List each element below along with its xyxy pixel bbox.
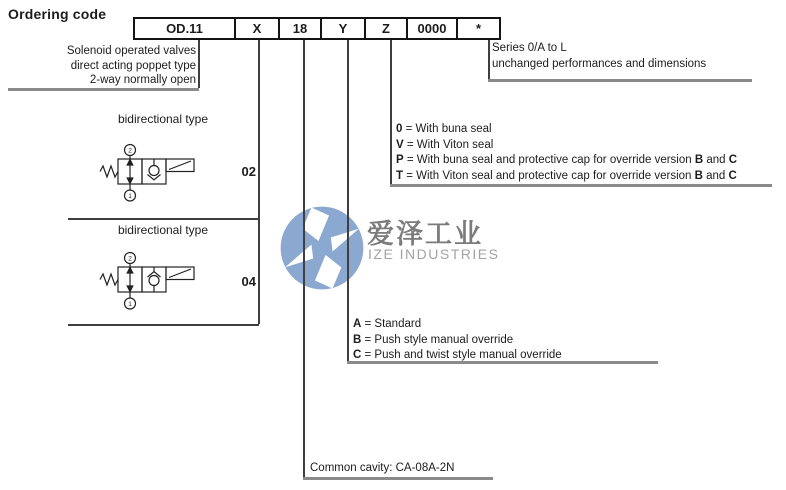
- page-title: Ordering code: [8, 6, 107, 22]
- series-note-line: Series 0/A to L: [492, 42, 567, 54]
- check-valve-ball: [149, 276, 159, 286]
- override-option-line: C = Push and twist style manual override: [353, 349, 562, 362]
- port-2-number: 2: [128, 147, 132, 155]
- connector-override: [347, 40, 349, 361]
- cavity-note: Common cavity: CA-08A-2N: [310, 462, 455, 474]
- override-option-line: A = Standard: [353, 318, 422, 330]
- seal-option-line: V = With Viton seal: [396, 138, 494, 151]
- valve-section-label: bidirectional type: [117, 223, 209, 237]
- ize-logo-icon: [278, 204, 366, 292]
- underline-series: [488, 79, 752, 82]
- seal-option-line: P = With buna seal and protective cap for override version B and C: [396, 154, 738, 166]
- valve-sections-divider: [68, 218, 259, 220]
- connector-size: [303, 40, 305, 478]
- seal-options: [396, 122, 737, 184]
- connector-seal: [390, 40, 392, 184]
- check-valve-seat-up: [148, 272, 161, 277]
- port-1-number: 1: [128, 300, 132, 308]
- valve-section-label: bidirectional type: [117, 112, 209, 126]
- connector-model: [198, 40, 200, 88]
- solenoid-slash: [169, 161, 191, 170]
- underline-model-desc: [8, 88, 199, 91]
- code-box-seal: Z: [364, 17, 408, 40]
- underline-cavity: [303, 477, 493, 480]
- model-description-line: Solenoid operated valves: [66, 45, 196, 57]
- connector-series: [488, 40, 490, 79]
- flow-arrow-down: [127, 178, 133, 184]
- series-note: [492, 41, 706, 72]
- flow-arrow-up: [127, 160, 133, 166]
- seal-option-line: 0 = With buna seal: [396, 123, 492, 135]
- solenoid-slash: [169, 269, 191, 278]
- spring-symbol: [100, 166, 118, 177]
- check-valve-ball: [149, 166, 159, 176]
- code-box-size: 18: [278, 17, 322, 40]
- model-description-line: 2-way normally open: [89, 74, 196, 87]
- watermark-en-text: IZE INDUSTRIES: [368, 246, 500, 262]
- watermark-cn-text: 爱泽工业: [367, 219, 483, 249]
- override-option-line: B = Push style manual override: [353, 333, 514, 346]
- valve-symbol-02: [95, 142, 210, 204]
- model-description-line: direct acting poppet type: [70, 59, 196, 72]
- valve-symbol-04: [95, 250, 210, 312]
- underline-seal: [390, 184, 772, 187]
- port-2-number: 2: [128, 255, 132, 263]
- code-box-model: OD.11: [133, 17, 236, 40]
- code-box-series: *: [456, 17, 501, 40]
- valve-code-04: 04: [241, 274, 256, 289]
- code-box-0000: 0000: [406, 17, 458, 40]
- model-description: [0, 44, 196, 88]
- spring-symbol: [100, 274, 118, 285]
- flow-arrow-down: [127, 286, 133, 292]
- valve-sections-bottom: [68, 324, 259, 326]
- valve-code-02: 02: [241, 164, 256, 179]
- port-1-number: 1: [128, 192, 132, 200]
- connector-type: [258, 40, 260, 324]
- seal-option-line: T = With Viton seal and protective cap for override version B and C: [396, 169, 737, 182]
- override-options: [353, 317, 562, 364]
- series-note-line: unchanged performances and dimensions: [492, 57, 707, 70]
- ordering-code-row: [133, 17, 501, 40]
- code-box-override: Y: [320, 17, 366, 40]
- code-box-type: X: [234, 17, 280, 40]
- flow-arrow-up: [127, 268, 133, 274]
